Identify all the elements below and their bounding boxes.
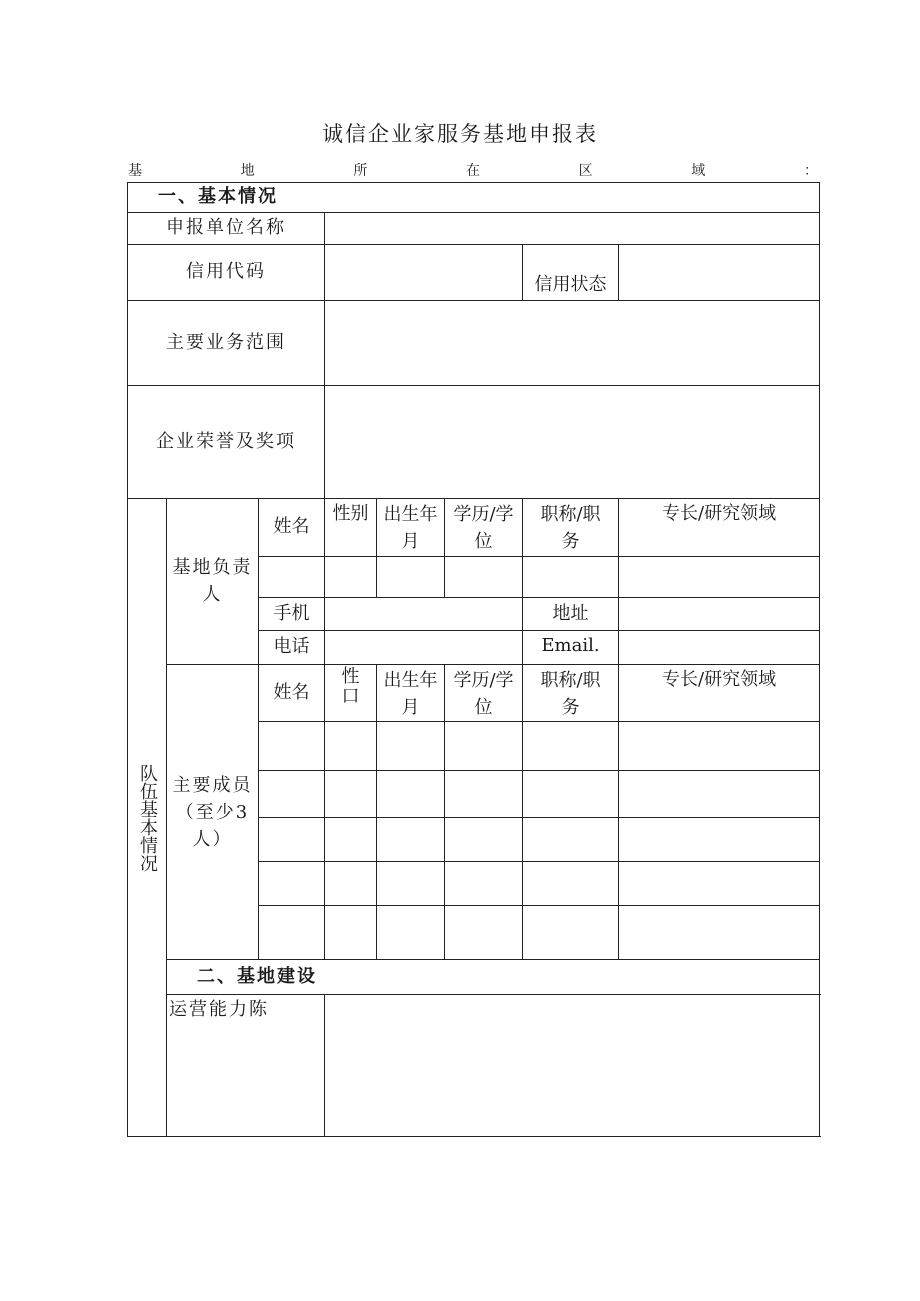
member-birth-field[interactable] [377, 771, 445, 818]
member-specialty-field[interactable] [619, 722, 820, 771]
member-name-field[interactable] [259, 771, 325, 818]
region-char: 在 [465, 163, 480, 179]
member-header-birth-text: 出生年月 [383, 670, 438, 718]
member-gender-field[interactable] [325, 862, 377, 906]
leader-specialty-field[interactable] [619, 557, 820, 598]
member-header-education-text: 学历/学位 [453, 670, 514, 718]
header-birth-text: 出生年月 [383, 504, 438, 552]
member-header-name: 姓名 [259, 665, 325, 722]
leader-birth-field[interactable] [377, 557, 445, 598]
header-title [523, 499, 619, 557]
business-scope-label: 主要业务范围 [128, 301, 325, 386]
members-label [167, 665, 259, 960]
address-field[interactable] [619, 598, 820, 631]
member-name-field[interactable] [259, 906, 325, 960]
member-birth-field[interactable] [377, 722, 445, 771]
email-field[interactable] [619, 631, 820, 665]
honors-field[interactable] [325, 386, 820, 499]
member-name-field[interactable] [259, 862, 325, 906]
business-scope-field[interactable] [325, 301, 820, 386]
member-education-field[interactable] [445, 862, 523, 906]
member-gender-field[interactable] [325, 906, 377, 960]
member-gender-field[interactable] [325, 722, 377, 771]
unit-name-label: 申报单位名称 [128, 213, 325, 245]
header-birth [377, 499, 445, 557]
region-char: 区 [578, 163, 593, 179]
leader-title-field[interactable] [523, 557, 619, 598]
operation-field[interactable] [325, 995, 820, 1137]
region-char: 基 [128, 163, 142, 179]
member-education-field[interactable] [445, 771, 523, 818]
header-education [445, 499, 523, 557]
address-label: 地址 [523, 598, 619, 631]
member-education-field[interactable] [445, 906, 523, 960]
member-header-specialty: 专长/研究领域 [619, 665, 820, 722]
leader-name-field[interactable] [259, 557, 325, 598]
member-title-field[interactable] [523, 906, 619, 960]
operation-label: 运营能力陈 [167, 995, 325, 1137]
header-education-text: 学历/学位 [453, 504, 514, 552]
leader-education-field[interactable] [445, 557, 523, 598]
member-header-gender-text: 性口 [341, 666, 360, 707]
credit-code-field[interactable] [325, 245, 523, 301]
section-heading-base-construction: 二、基地建设 [167, 960, 820, 995]
member-education-field[interactable] [445, 818, 523, 862]
member-title-field[interactable] [523, 722, 619, 771]
member-header-title-text: 职称/职务 [540, 670, 601, 718]
member-name-field[interactable] [259, 722, 325, 771]
header-name: 姓名 [259, 499, 325, 557]
credit-status-field[interactable] [619, 245, 820, 301]
region-char: 所 [353, 163, 368, 179]
member-title-field[interactable] [523, 818, 619, 862]
member-specialty-field[interactable] [619, 862, 820, 906]
member-header-birth [377, 665, 445, 722]
team-group-label: 队伍基本情况 [128, 499, 167, 1137]
leader-label [167, 499, 259, 665]
region-char: ： [803, 163, 818, 179]
honors-label: 企业荣誉及奖项 [128, 386, 325, 499]
header-specialty: 专长/研究领域 [619, 499, 820, 557]
member-title-field[interactable] [523, 771, 619, 818]
member-header-title [523, 665, 619, 722]
member-gender-field[interactable] [325, 771, 377, 818]
credit-status-label: 信用状态 [523, 245, 619, 301]
leader-gender-field[interactable] [325, 557, 377, 598]
member-name-field[interactable] [259, 818, 325, 862]
application-form-table [127, 182, 820, 1137]
region-char: 域 [691, 163, 706, 179]
members-label-text: 主要成员（至少3人） [172, 774, 253, 850]
member-title-field[interactable] [523, 862, 619, 906]
leader-label-text: 基地负责人 [172, 557, 253, 606]
member-specialty-field[interactable] [619, 906, 820, 960]
member-gender-field[interactable] [325, 818, 377, 862]
mobile-field[interactable] [325, 598, 523, 631]
member-birth-field[interactable] [377, 862, 445, 906]
member-header-gender [325, 665, 377, 722]
phone-field[interactable] [325, 631, 523, 665]
member-education-field[interactable] [445, 722, 523, 771]
mobile-label: 手机 [259, 598, 325, 631]
member-birth-field[interactable] [377, 906, 445, 960]
region-char: 地 [240, 163, 255, 179]
credit-code-label: 信用代码 [128, 245, 325, 301]
document-title: 诚信企业家服务基地申报表 [322, 122, 598, 146]
member-header-education [445, 665, 523, 722]
header-title-text: 职称/职务 [540, 504, 601, 552]
header-gender: 性别 [325, 499, 377, 557]
section-heading-basic-info: 一、基本情况 [128, 183, 820, 213]
region-line [128, 160, 818, 182]
member-specialty-field[interactable] [619, 771, 820, 818]
email-label: Email. [523, 631, 619, 665]
unit-name-field[interactable] [325, 213, 820, 245]
member-specialty-field[interactable] [619, 818, 820, 862]
member-birth-field[interactable] [377, 818, 445, 862]
phone-label: 电话 [259, 631, 325, 665]
